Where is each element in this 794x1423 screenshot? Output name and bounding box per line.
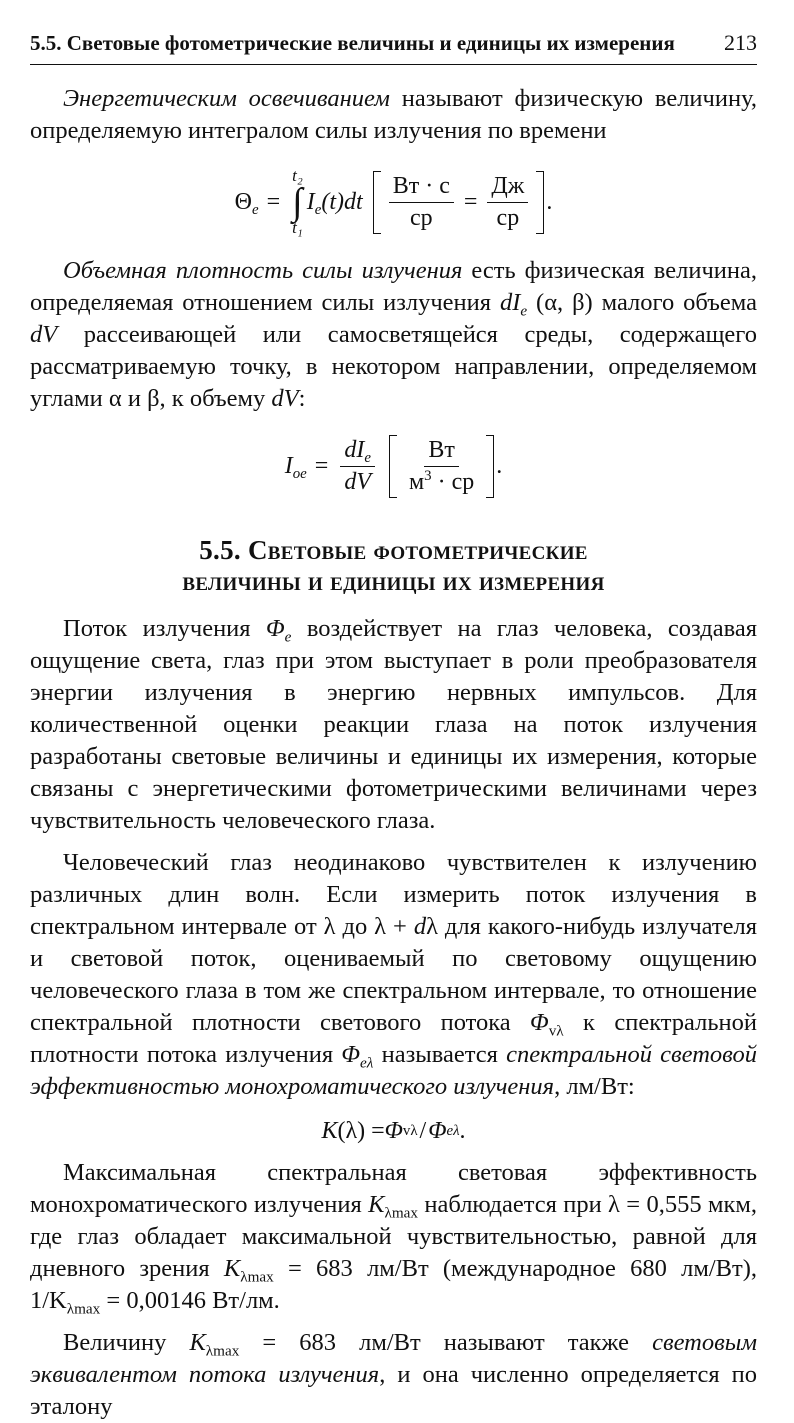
term-energy-exposure: Энергетическим освечиванием — [63, 85, 390, 112]
formula-volume-density: $I_{oe}$ = $\frac{dI_e}{dV}$ $\frac{Вт}{м^3 \cdot ср}$ . — [284, 436, 503, 495]
derivative-fraction: $\frac{dI_e}{dV}$ — [340, 437, 375, 496]
section-heading: 5.5. Световые фотометрические величины и единицы их измерения — [182, 535, 605, 596]
paragraph-max-efficacy: Максимальная спектральная световая эффективность монохроматического излучения $K_{\lambda max}$ наблюдается при λ = 0,555 мкм, где глаз обладает максимальной чувствительностью, равной для дневного зрения $K_{\lambda max} = 683$ лм/Вт (международное 680 лм/Вт), $1/K_{\lambda max} = 0,00146$ Вт/лм. — [30, 1159, 757, 1318]
running-head-title: 5.5. Световые фотометрические величины и единицы их измерения — [30, 31, 675, 55]
formula-lhs: $\Theta_e$ — [234, 188, 259, 218]
paragraph-luminous-equivalent: Величину $K_{\lambda max} = 683$ лм/Вт называют также световым эквивалентом потока излучения, и она численно определяется по эталону — [30, 1329, 758, 1420]
formula-eq: = — [266, 188, 281, 215]
integral-sign: t₂ ∫ t₁ — [292, 166, 303, 237]
formula-spectral-efficacy: K (λ) = Φ vλ / Φ eλ . — [321, 1117, 466, 1144]
paragraph-volume-density: Объемная плотность силы излучения есть физическая величина, определяемая отношением силы излучения $dI_e$ (α, β) малого объема dV рассеивающей или самосветящейся среды, содержащего рассматриваемую точку, в некотором направлении, определяемом углами α и β, к объему dV: — [30, 257, 757, 412]
units-bracket: $\frac{Вт \cdot с}{ср}$ = $\frac{Дж}{ср}$ — [373, 173, 545, 232]
term-volume-density: Объемная плотность силы излучения — [63, 257, 463, 284]
running-head — [30, 30, 757, 65]
term-luminous-equivalent: световым эквивалентом потока излучения — [30, 1329, 757, 1388]
unit-fraction: $\frac{Вт}{м^3 \cdot ср}$ — [408, 436, 475, 495]
units-bracket — [389, 437, 494, 496]
unit-fraction-j: $\frac{Дж}{ср}$ — [487, 173, 528, 232]
formula-lhs: $I_{oe}$ — [284, 452, 307, 482]
term-spectral-efficacy: спектральной световой эффективностью монохроматического излучения — [30, 1041, 757, 1100]
formula-exposure: $\Theta_e$ = t₂ ∫ t₁ $I_e(t)dt$ $\frac{Вт \cdot с}{ср}$ = $\frac{Дж}{ср}$ . — [234, 166, 553, 237]
unit-fraction-ws: $\frac{Вт \cdot с}{ср}$ — [389, 173, 454, 232]
paragraph-text: называют физическую величину, определяемую интегралом силы излучения по времени — [30, 85, 757, 144]
paragraph-spectral-sensitivity: Человеческий глаз неодинаково чувствителен к излучению различных длин волн. Если измерить поток излучения в спектральном интервале от λ до λ + dλ для какого-нибудь излучателя и световой поток, оцениваемый по световому ощущению человеческого глаза в том же спектральном интервале, то отношение спектральной плотности светового потока $\Phi_{v\lambda}$ к спектральной плотности потока излучения $\Phi_{e\lambda}$ называется спектральной световой эффективностью монохроматического излучения, лм/Вт: — [30, 849, 757, 1100]
page-number: 213 — [724, 30, 757, 55]
paragraph-luminous-intro: Поток излучения $\Phi_e$ воздействует на глаз человека, создавая ощущение света, глаз при этом выступает в роли преобразователя энергии излучения в энергию нервных импульсов. Для количественной оценки реакции глаза на поток излучения разработаны световые величины и единицы их измерения, которые связаны с энергетическими фотометрическими величинами через чувствительность человеческого глаза. — [30, 615, 757, 834]
formula-integrand: $I_e(t)dt$ — [306, 188, 363, 218]
paragraph-exposure — [30, 83, 757, 147]
page — [30, 30, 757, 1423]
